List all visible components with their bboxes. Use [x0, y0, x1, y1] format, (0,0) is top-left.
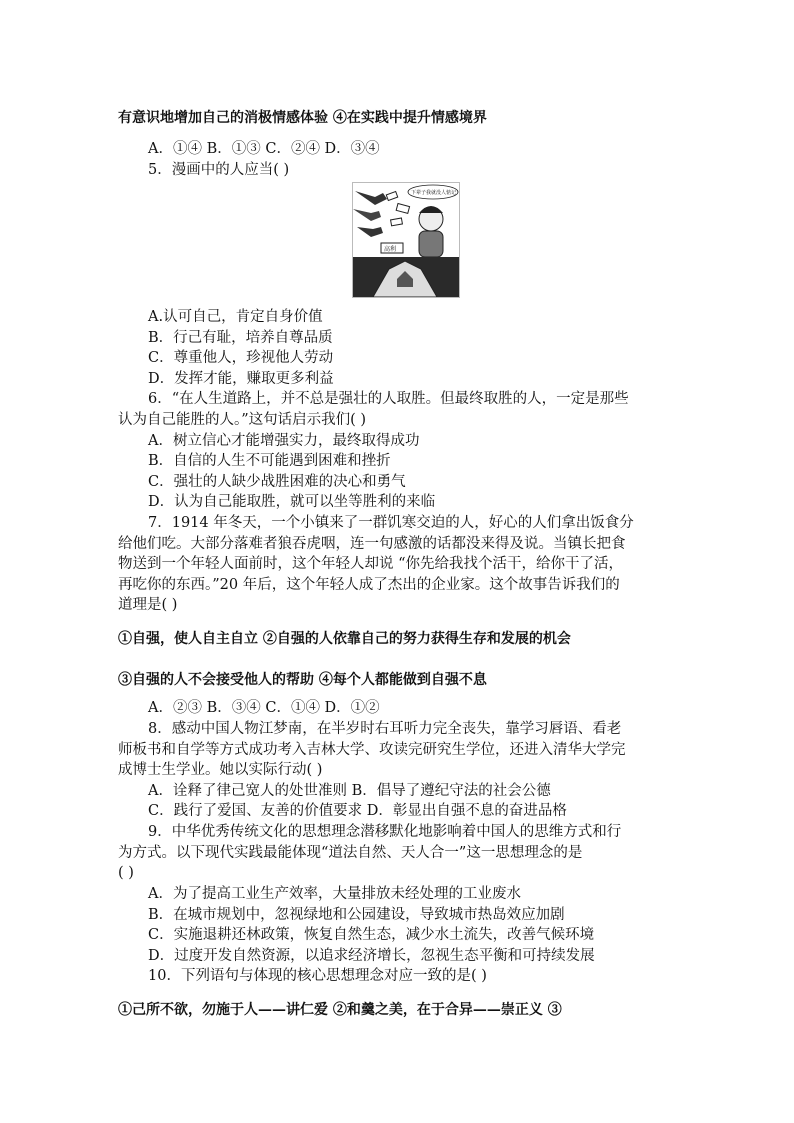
cartoon-image: [352, 182, 460, 298]
q9-stem-line-1: 9．中华优秀传统文化的思想理念潜移默化地影响着中国人的思维方式和行: [148, 824, 622, 840]
q5-option-c: C．尊重他人，珍视他人劳动: [148, 350, 334, 366]
q5-stem: 5．漫画中的人应当( ): [148, 162, 290, 178]
q6-option-b: B．自信的人生不可能遇到困难和挫折: [148, 453, 391, 469]
q10-statements-line-1: ①己所不欲，勿施于人——讲仁爱 ②和羹之美，在于合异——崇正义 ③: [118, 1002, 562, 1018]
q7-stem-line-5: 道理是( ): [118, 597, 178, 613]
q7-stem-line-2: 给他们吃。大部分落难者狼吞虎咽，连一句感激的话都没来得及说。当镇长把食: [118, 536, 626, 552]
q6-stem-line-2: 认为自己能胜的人。”这句话启示我们( ): [118, 412, 367, 428]
q7-stem-line-4: 再吃你的东西。”20 年后，这个年轻人成了杰出的企业家。这个故事告诉我们的: [118, 577, 620, 593]
q9-option-b: B．在城市规划中，忽视绿地和公园建设，导致城市热岛效应加剧: [148, 907, 565, 923]
q7-statements-line-2: ③自强的人不会接受他人的帮助 ④每个人都能做到自强不息: [118, 672, 487, 688]
q7-statements-line-1: ①自强，使人自主自立 ②自强的人依靠自己的努力获得生存和发展的机会: [118, 631, 571, 647]
q8-options-ab: A．诠释了律己宽人的处世准则 B．倡导了遵纪守法的社会公德: [148, 783, 551, 799]
q10-stem: 10．下列语句与体现的核心思想理念对应一致的是( ): [148, 968, 487, 984]
q8-stem-line-2: 师板书和自学等方式成功考入吉林大学、攻读完研究生学位，还进入清华大学完: [118, 742, 626, 758]
q9-option-c: C．实施退耕还林政策，恢复自然生态，减少水土流失，改善气候环境: [148, 927, 595, 943]
q6-option-a: A．树立信心才能增强实力，最终取得成功: [148, 433, 420, 449]
q9-stem-line-3: ( ): [118, 865, 134, 881]
q6-option-d: D．认为自己能取胜，就可以坐等胜利的来临: [148, 494, 436, 510]
q7-stem-line-3: 物送到一个年轻人面前时，这个年轻人却说 “你先给我找个活干，给你干了活，: [118, 556, 624, 572]
q4-answer-choices: A．①④ B．①③ C．②④ D．③④: [148, 141, 380, 157]
q5-option-d: D．发挥才能，赚取更多利益: [148, 371, 334, 387]
q8-stem-line-1: 8．感动中国人物江梦南，在半岁时右耳听力完全丧失，靠学习唇语、看老: [148, 721, 622, 737]
q9-option-a: A．为了提高工业生产效率，大量排放未经处理的工业废水: [148, 886, 521, 902]
q8-stem-line-3: 成博士生学业。她以实际行动( ): [118, 762, 323, 778]
q7-answer-choices: A．②③ B．③④ C．①④ D．①②: [148, 700, 380, 716]
line-options-continued: 有意识地增加自己的消极情感体验 ④在实践中提升情感境界: [118, 110, 487, 126]
q5-option-a: A.认可自己，肯定自身价值: [148, 309, 323, 325]
q6-option-c: C．强壮的人缺少战胜困难的决心和勇气: [148, 474, 406, 490]
q8-options-cd: C．践行了爱国、友善的价值要求 D．彰显出自强不息的奋进品格: [148, 803, 567, 819]
q7-stem-line-1: 7．1914 年冬天，一个小镇来了一群饥寒交迫的人，好心的人们拿出饭食分: [148, 515, 634, 531]
q6-stem-line-1: 6．“在人生道路上，并不总是强壮的人取胜。但最终取胜的人，一定是那些: [148, 391, 629, 407]
cartoon-sign-text: 高利: [384, 246, 397, 253]
q9-option-d: D．过度开发自然资源，以追求经济增长，忽视生态平衡和可持续发展: [148, 948, 595, 964]
cartoon-speech-bubble: 下辈子我就没人惦记: [411, 190, 457, 196]
q9-stem-line-2: 为方式。以下现代实践最能体现“道法自然、天人合一”这一思想理念的是: [118, 845, 583, 861]
q5-option-b: B．行己有耻，培养自尊品质: [148, 330, 333, 346]
